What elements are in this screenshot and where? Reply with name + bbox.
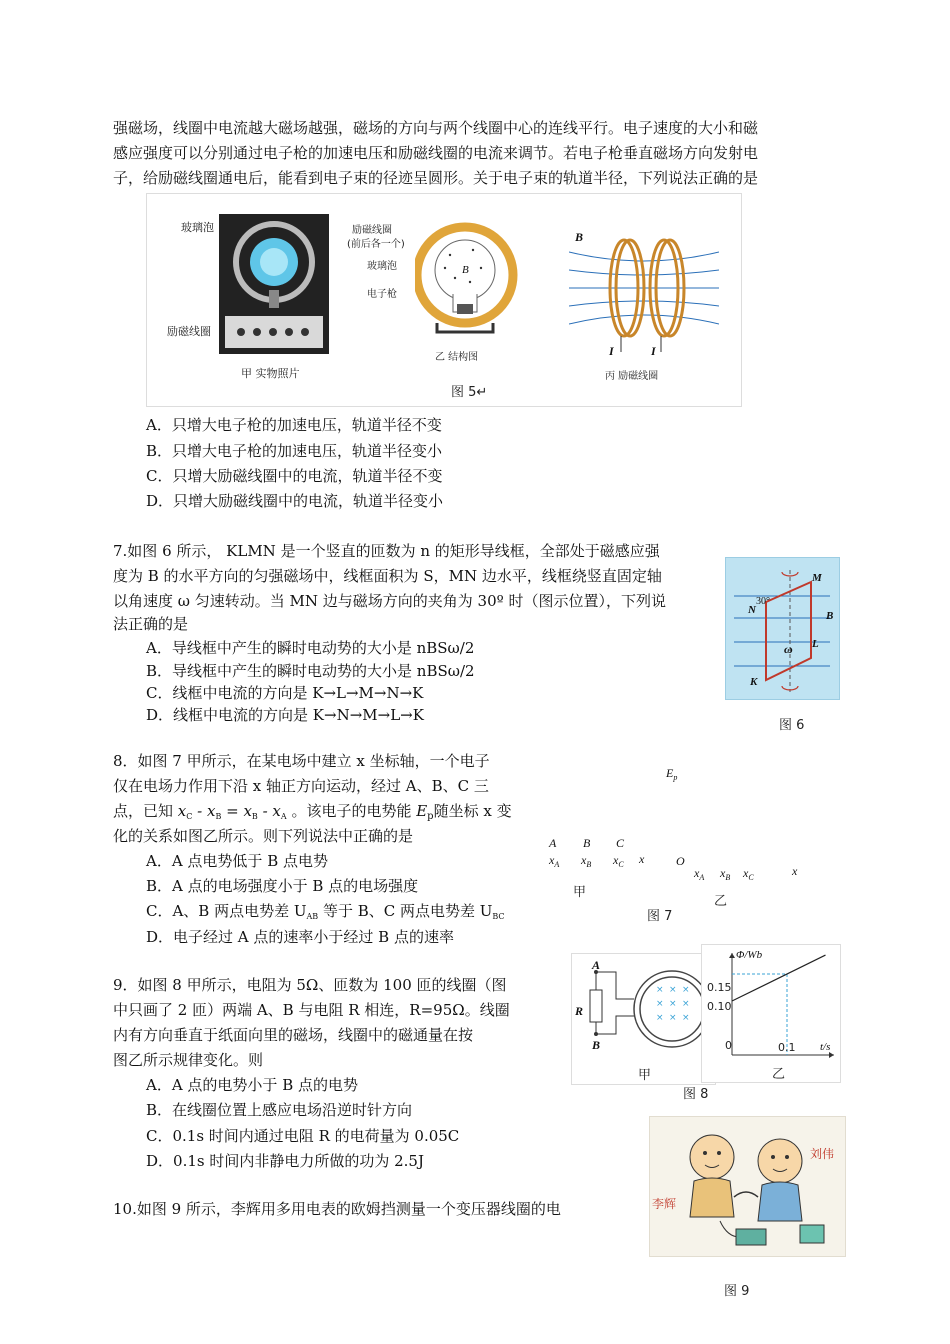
fig7-xc-yi: $x_C$	[743, 866, 754, 882]
figure-6-caption: 图 6	[779, 718, 805, 733]
fig8-y1-label: 0.15	[707, 981, 732, 994]
m-label: M	[812, 572, 822, 584]
q8-option-a: A．A 点电势低于 B 点电势	[146, 852, 328, 870]
i-label-2: I	[651, 344, 656, 358]
q7-option-a: A．导线框中产生的瞬时电动势的大小是 nBSω/2	[146, 639, 475, 657]
fig8-y2-label: 0.10	[707, 1000, 732, 1013]
figure-7-caption: 图 7	[647, 909, 673, 924]
fig7-origin: O	[676, 854, 685, 868]
fig7-jia: 甲	[573, 885, 587, 900]
svg-text:×: ×	[669, 999, 677, 1009]
flux-series-line	[732, 955, 826, 1001]
fig8-yi: 乙	[772, 1067, 786, 1082]
q9-line-4: 图乙所示规律变化。则	[113, 1051, 264, 1069]
fig7-c-label: C	[616, 836, 625, 850]
q7-option-c: C．线框中电流的方向是 K→L→M→N→K	[146, 684, 424, 702]
fig7-ep-label: $E_p$	[666, 766, 678, 782]
b-label-coils: B	[575, 230, 584, 244]
figure-6	[725, 557, 840, 700]
q8-line-2: 仅在电场力作用下沿 x 轴正方向运动，经过 A、B、C 三	[113, 777, 489, 795]
fig8-y-axis-label: Φ/Wb	[736, 949, 763, 961]
b-label-inner: B	[462, 264, 469, 276]
fig7-xa-label: $x_A$	[549, 853, 560, 869]
fig8-x-axis-label: t/s	[820, 1041, 831, 1053]
fig8-r-label: R	[575, 1004, 584, 1018]
apparatus-illustration	[219, 214, 329, 354]
figure-8-jia	[571, 953, 716, 1085]
fig8-origin-label: 0	[725, 1039, 732, 1052]
q6-line-3: 子，给励磁线圈通电后，能看到电子束的径迹呈圆形。关于电子束的轨道半径，下列说法正确的是	[113, 169, 759, 187]
name-liu-wei: 刘伟	[810, 1147, 835, 1161]
fig8-a-label: A	[592, 958, 601, 972]
q6-line-2: 感应强度可以分别通过电子枪的加速电压和励磁线圈的电流来调节。若电子枪垂直磁场方向发射电	[113, 144, 759, 162]
q10-line-1: 10.如图 9 所示，李辉用多用电表的欧姆挡测量一个变压器线圈的电	[113, 1200, 561, 1218]
figure-9	[649, 1116, 846, 1257]
q9-option-d: D．0.1s 时间内非静电力所做的功为 2.5J	[146, 1152, 424, 1170]
b-label-fig6: B	[826, 610, 834, 622]
coil-label-2: 励磁线圈	[352, 225, 392, 236]
fig8-jia: 甲	[638, 1068, 652, 1083]
glass-bulb-label: 玻璃泡	[181, 221, 214, 234]
structure-diagram	[415, 220, 525, 340]
coils-diagram	[569, 230, 719, 358]
fig7-b-label: B	[583, 836, 591, 850]
q7-line-1: 7.如图 6 所示， KLMN 是一个竖直的匝数为 n 的矩形导线框，全部处于磁感应强	[113, 542, 660, 560]
q8-option-d: D．电子经过 A 点的速率小于经过 B 点的速率	[146, 928, 454, 946]
q7-option-b: B．导线框中产生的瞬时电动势的大小是 nBSω/2	[146, 662, 475, 680]
q9-line-1: 9．如图 8 甲所示，电阻为 5Ω、匝数为 100 匝的线圈（图	[113, 976, 507, 994]
angle-label: 30°	[756, 596, 770, 607]
omega-label: ω	[784, 642, 793, 656]
apparatus-photo	[219, 214, 329, 354]
q8-line-4: 化的关系如图乙所示。则下列说法中正确的是	[113, 827, 414, 845]
gun-label: 电子枪	[367, 289, 397, 300]
fig7-a-label: A	[549, 836, 557, 850]
coil-label: 励磁线圈	[167, 325, 211, 338]
coil-note: (前后各一个)	[347, 239, 405, 250]
q9-option-c: C．0.1s 时间内通过电阻 R 的电荷量为 0.05C	[146, 1127, 460, 1145]
k-label: K	[750, 676, 758, 688]
q6-option-d: D．只增大励磁线圈中的电流，轨道半径变小	[146, 492, 444, 510]
q8-line-3: 点，已知 $x_C - x_B = x_B - x_A$ 。该电子的电势能 $E_p$随坐标 x 变	[113, 802, 512, 822]
svg-text:×: ×	[682, 985, 690, 995]
fig8-b-label: B	[592, 1038, 601, 1052]
q6-line-1: 强磁场，线圈中电流越大磁场越强，磁场的方向与两个线圈中心的连线平行。电子速度的大小和磁	[113, 119, 759, 137]
q7-line-3: 以角速度 ω 匀速转动。当 MN 边与磁场方向的夹角为 30º 时（图示位置），下列说	[113, 592, 666, 610]
q7-line-4: 法正确的是	[113, 615, 189, 633]
q7-option-d: D．线框中电流的方向是 K→N→M→L→K	[146, 706, 424, 724]
bulb-label-2: 玻璃泡	[367, 261, 397, 272]
name-li-hui: 李辉	[652, 1197, 677, 1211]
svg-text:×: ×	[656, 1013, 664, 1023]
svg-text:×: ×	[656, 985, 664, 995]
q8-line-1: 8．如图 7 甲所示，在某电场中建立 x 坐标轴，一个电子	[113, 752, 490, 770]
q8-option-b: B．A 点的电场强度小于 B 点的电场强度	[146, 877, 419, 895]
q7-line-2: 度为 B 的水平方向的匀强磁场中，线框面积为 S，MN 边水平，线框绕竖直固定轴	[113, 567, 662, 585]
fig7-xb-label: $x_B$	[581, 853, 592, 869]
flux-chart	[702, 945, 840, 1082]
figure-8-yi	[701, 944, 841, 1083]
svg-text:×: ×	[682, 999, 690, 1009]
bing-caption: 丙 励磁线圈	[605, 371, 659, 382]
fig8-x1-label: 0.1	[778, 1041, 796, 1054]
q9-line-3: 内有方向垂直于纸面向里的磁场，线圈中的磁通量在按	[113, 1026, 474, 1044]
fig7-xa-yi: $x_A$	[694, 866, 705, 882]
jia-caption: 甲 实物照片	[241, 367, 300, 380]
fig7-x-axis-yi: x	[792, 864, 798, 878]
fig7-xb-yi: $x_B$	[720, 866, 731, 882]
yi-caption: 乙 结构图	[435, 352, 479, 363]
figure-8-caption: 图 8	[683, 1087, 709, 1102]
q9-option-a: A．A 点的电势小于 B 点的电势	[146, 1076, 358, 1094]
q6-option-b: B．只增大电子枪的加速电压，轨道半径变小	[146, 442, 443, 460]
rotating-frame-diagram	[726, 558, 839, 699]
svg-text:×: ×	[669, 985, 677, 995]
q9-line-2: 中只画了 2 匝）两端 A、B 与电阻 R 相连，R=95Ω。线圈	[113, 1001, 510, 1019]
svg-text:×: ×	[682, 1013, 690, 1023]
svg-text:×: ×	[656, 999, 664, 1009]
q9-option-b: B．在线圈位置上感应电场沿逆时针方向	[146, 1101, 413, 1119]
fig7-yi: 乙	[714, 894, 728, 909]
fig7-xc-label: $x_C$	[613, 853, 624, 869]
n-label: N	[748, 604, 756, 616]
figure-9-caption: 图 9	[724, 1284, 750, 1299]
cartoon-illustration	[650, 1117, 845, 1256]
i-label-1: I	[609, 344, 614, 358]
q6-option-c: C．只增大励磁线圈中的电流，轨道半径不变	[146, 467, 443, 485]
svg-text:×: ×	[669, 1013, 677, 1023]
q6-option-a: A．只增大电子枪的加速电压，轨道半径不变	[146, 416, 442, 434]
q8-option-c: C．A、B 两点电势差 $U_{AB}$ 等于 B、C 两点电势差 $U_{BC}$	[146, 902, 505, 921]
fig7-x-axis-jia: x	[639, 852, 645, 866]
figure-5	[146, 193, 742, 407]
l-label: L	[812, 638, 819, 650]
figure-5-caption: 图 5↵	[451, 385, 488, 400]
